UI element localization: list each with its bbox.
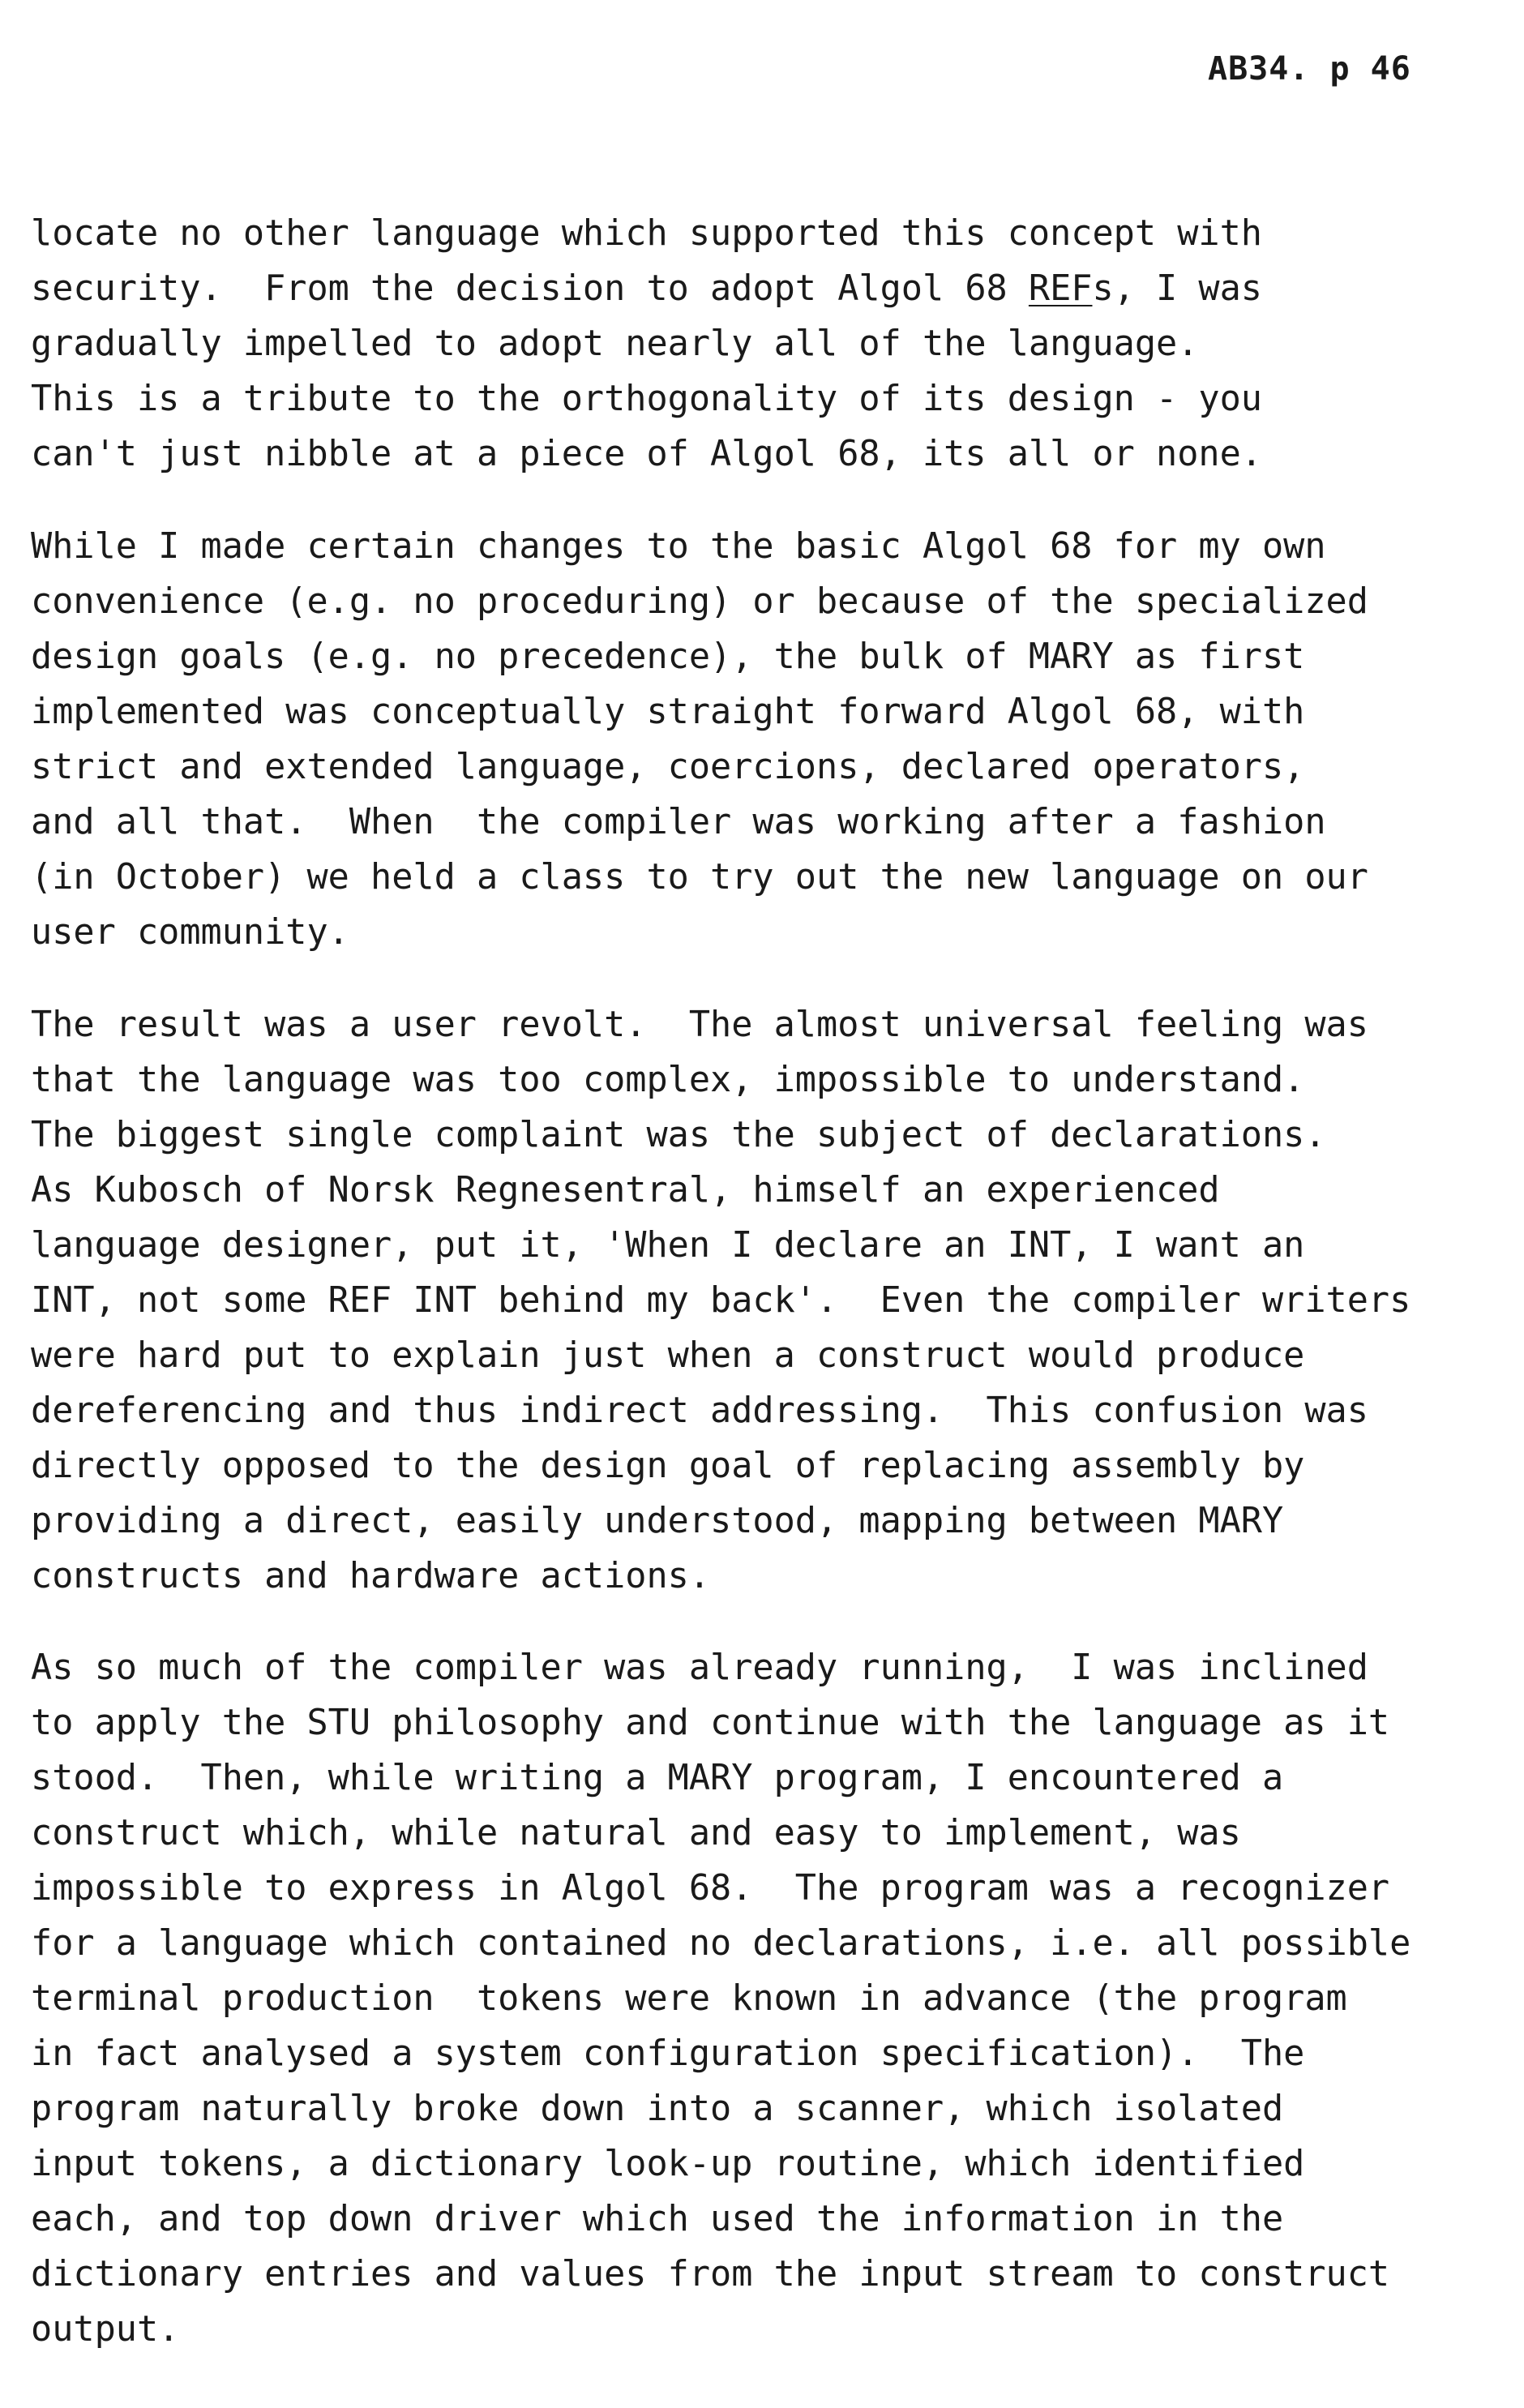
text-line: that the language was too complex, impossible to understand. (31, 1060, 1305, 1100)
text-line: terminal production tokens were known in advance (the program (31, 1978, 1347, 2019)
text-line: The biggest single complaint was the subject of declarations. (31, 1115, 1326, 1155)
text-line: can't just nibble at a piece of Algol 68, its all or none. (31, 434, 1262, 474)
text-line-start: security. From the decision to adopt Algol 68 (31, 268, 1029, 309)
text-line: (in October) we held a class to try out the new language on our (31, 857, 1368, 898)
paragraph-3 (31, 997, 1506, 1604)
text-line: construct which, while natural and easy to implement, was (31, 1813, 1241, 1853)
text-line: This is a tribute to the orthogonality of its design - you (31, 379, 1262, 419)
text-line: dereferencing and thus indirect addressing. This confusion was (31, 1390, 1368, 1431)
underlined-term: REF (1028, 268, 1093, 309)
text-line: user community. (31, 912, 349, 953)
text-line: were hard put to explain just when a construct would produce (31, 1335, 1305, 1376)
text-line: dictionary entries and values from the input stream to construct (31, 2254, 1390, 2294)
page-header: AB34. p 46 (1208, 50, 1411, 88)
text-line-end: s, I was (1092, 268, 1262, 309)
text-line: convenience (e.g. no proceduring) or because of the specialized (31, 581, 1368, 622)
text-line: for a language which contained no declarations, i.e. all possible (31, 1923, 1411, 1964)
text-line: constructs and hardware actions. (31, 1556, 711, 1596)
text-line: providing a direct, easily understood, mapping between MARY (31, 1501, 1284, 1541)
text-line: stood. Then, while writing a MARY program, I encountered a (31, 1758, 1284, 1798)
text-line: While I made certain changes to the basic Algol 68 for my own (31, 526, 1326, 567)
paragraph-1 (31, 206, 1506, 482)
paragraph-2 (31, 519, 1506, 960)
text-line: strict and extended language, coercions, declared operators, (31, 747, 1305, 787)
text-line: to apply the STU philosophy and continue with the language as it (31, 1703, 1390, 1743)
text-line: As Kubosch of Norsk Regnesentral, himself an experienced (31, 1170, 1220, 1210)
text-line: language designer, put it, 'When I declare an INT, I want an (31, 1225, 1305, 1266)
text-line: each, and top down driver which used the information in the (31, 2199, 1284, 2239)
text-line (31, 261, 1506, 316)
text-line: in fact analysed a system configuration specification). The (31, 2033, 1305, 2074)
text-line: INT, not some REF INT behind my back'. Even the compiler writers (31, 1280, 1411, 1321)
text-line: design goals (e.g. no precedence), the bulk of MARY as first (31, 636, 1305, 677)
text-line: As so much of the compiler was already running, I was inclined (31, 1647, 1368, 1688)
text-line: gradually impelled to adopt nearly all of the language. (31, 323, 1199, 364)
paragraph-4 (31, 1640, 1506, 2357)
text-line: directly opposed to the design goal of replacing assembly by (31, 1446, 1305, 1486)
text-line: locate no other language which supported this concept with (31, 213, 1262, 254)
text-line: implemented was conceptually straight forward Algol 68, with (31, 692, 1305, 732)
text-line: and all that. When the compiler was working after a fashion (31, 802, 1326, 842)
text-line: output. (31, 2309, 180, 2350)
text-line: input tokens, a dictionary look-up routine, which identified (31, 2144, 1305, 2184)
text-line: The result was a user revolt. The almost universal feeling was (31, 1005, 1368, 1045)
text-line: program naturally broke down into a scanner, which isolated (31, 2089, 1284, 2129)
text-line: impossible to express in Algol 68. The program was a recognizer (31, 1868, 1390, 1909)
